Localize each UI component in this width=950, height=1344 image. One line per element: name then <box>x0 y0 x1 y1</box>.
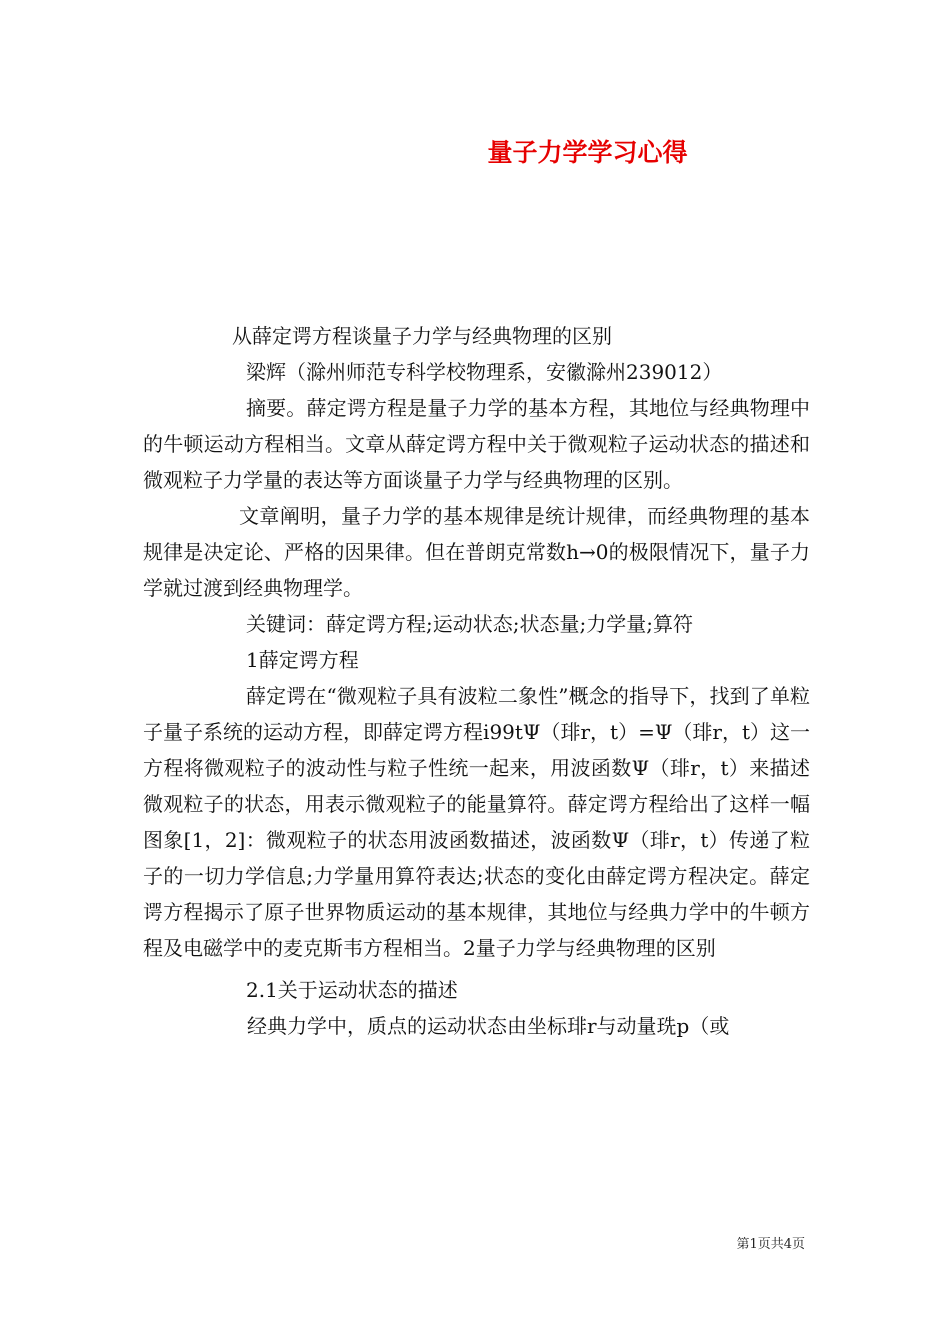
page-footer: 第1页共4页 <box>736 1237 805 1252</box>
section-2-1-heading: 2.1关于运动状态的描述 <box>246 978 458 1002</box>
abstract-paragraph: 摘要。薛定谔方程是量子力学的基本方程，其地位与经典物理中的牛顿运动方程相当。文章从薛定谔方程中关于微观粒子运动状态的描述和微观粒子力学量的表达等方面谈量子力学与经典物理的区别。 <box>143 396 810 492</box>
author-line: 梁辉（滁州师范专科学校物理系，安徽滁州239012） <box>246 360 723 384</box>
section-1-body: 薛定谔在“微观粒子具有波粒二象性”概念的指导下，找到了单粒子量子系统的运动方程，即薛定谔方程i99tΨ（琲r，t）=Ψ（琲r，t）这一方程将微观粒子的波动性与粒子性统一起来，用波函数Ψ（琲r，t）来描述微观粒子的状态，用表示微观粒子的能量算符。薛定谔方程给出了这样一幅图象[1，2]：微观粒子的状态用波函数描述，波函数Ψ（琲r，t）传递了粒子的一切力学信息;力学量用算符表达;状态的变化由薛定谔方程决定。薛定谔方程揭示了原子世界物质运动的基本规律，其地位与经典力学中的牛顿方程及电磁学中的麦克斯韦方程相当。2量子力学与经典物理的区别 <box>143 684 810 960</box>
keywords-line: 关键词：薛定谔方程;运动状态;状态量;力学量;算符 <box>246 612 693 636</box>
article-subtitle: 从薛定谔方程谈量子力学与经典物理的区别 <box>232 324 612 348</box>
document-title: 量子力学学习心得 <box>487 138 688 167</box>
document-body <box>143 318 810 1044</box>
section-2-1-body: 经典力学中，质点的运动状态由坐标琲r与动量珗p（或 <box>247 1014 730 1038</box>
conclusion-paragraph: 文章阐明，量子力学的基本规律是统计规律，而经典物理的基本规律是决定论、严格的因果律。但在普朗克常数h→0的极限情况下，量子力学就过渡到经典物理学。 <box>143 504 810 600</box>
section-1-heading: 1薛定谔方程 <box>246 648 359 672</box>
